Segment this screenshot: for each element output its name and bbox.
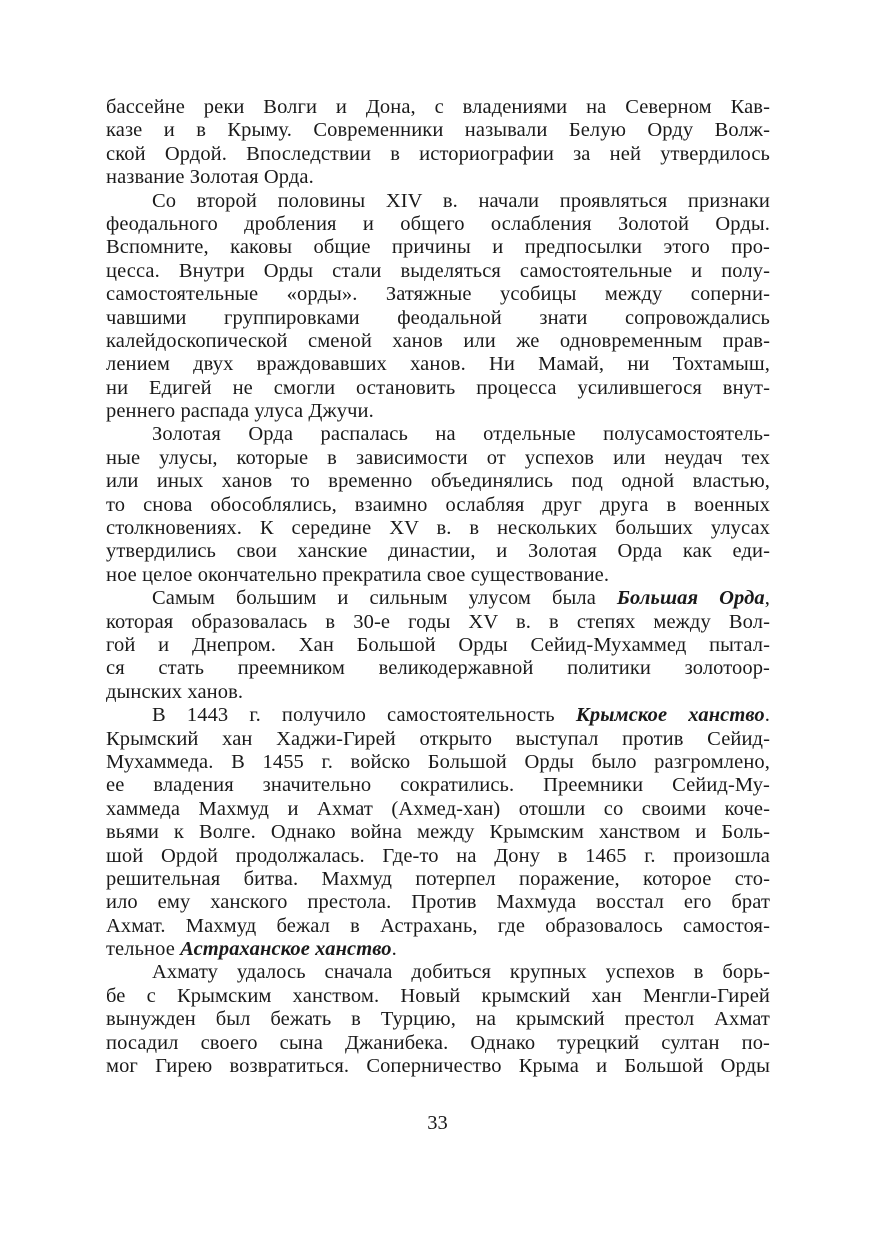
text-line: ило ему ханского престола. Против Махмуда восстал его брат xyxy=(106,891,770,914)
text-line: ные улусы, которые в зависимости от успехов или неудач тех xyxy=(106,446,770,469)
text-line: или иных ханов то временно объединялись под одной властью, xyxy=(106,470,770,493)
text-line: Со второй половины XIV в. начали проявляться признаки xyxy=(152,189,770,212)
text-line: посадил своего сына Джанибека. Однако турецкий султан по- xyxy=(106,1031,770,1054)
text-line: лением двух враждовавших ханов. Ни Мамай, ни Тохтамыш, xyxy=(106,353,770,376)
text-line: название Золотая Орда. xyxy=(106,166,314,189)
text-line: вынужден был бежать в Турцию, на крымский престол Ахмат xyxy=(106,1008,770,1031)
text-line: Вспомните, каковы общие причины и предпосылки этого про- xyxy=(106,236,770,259)
text-line: вьями к Волге. Однако война между Крымским ханством и Боль- xyxy=(106,821,770,844)
text-line: казе и в Крыму. Современники называли Белую Орду Волж- xyxy=(106,119,770,142)
text-line: ской Ордой. Впоследствии в историографии за ней утвердилось xyxy=(106,142,770,165)
text-line: самостоятельные «орды». Затяжные усобицы между соперни- xyxy=(106,283,770,306)
text-line: ее владения значительно сократились. Преемники Сейид-Му- xyxy=(106,774,770,797)
text-line: ное целое окончательно прекратила свое существование. xyxy=(106,563,610,586)
line-text: тельное xyxy=(106,938,181,961)
text-line: цесса. Внутри Орды стали выделяться самостоятельные и полу- xyxy=(106,259,770,282)
line-text: В 1443 г. получило самостоятельность xyxy=(152,704,576,727)
page-number: 33 xyxy=(427,1112,448,1134)
text-line: Ахмат. Махмуд бежал в Астрахань, где образовалось самостоя- xyxy=(106,914,770,937)
line-punctuation: . xyxy=(764,704,770,727)
text-line: гой и Днепром. Хан Большой Орды Сейид-Мухаммед пытал- xyxy=(106,633,770,656)
text-line: Золотая Орда распалась на отдельные полусамостоятель- xyxy=(152,423,770,446)
text-line: столкновениях. К середине XV в. в нескольких больших улусах xyxy=(106,517,770,540)
text-line: Крымский хан Хаджи-Гирей открыто выступал против Сейид- xyxy=(106,727,770,750)
text-line: ни Едигей не смогли остановить процесса усилившегося внут- xyxy=(106,376,770,399)
text-line: которая образовалась в 30-е годы XV в. в степях между Вол- xyxy=(106,610,770,633)
page-body xyxy=(106,96,770,1078)
text-line xyxy=(106,587,770,610)
text-line: калейдоскопической сменой ханов или же одновременным прав- xyxy=(106,329,770,352)
text-line: дынских ханов. xyxy=(106,680,244,703)
text-line: Мухаммеда. В 1455 г. войско Большой Орды было разгромлено, xyxy=(106,750,770,773)
text-line: чавшими группировками феодальной знати сопровождались xyxy=(106,306,770,329)
text-line xyxy=(106,704,770,727)
emphasized-term: Крымское ханство xyxy=(575,704,765,727)
text-line: шой Ордой продолжалась. Где-то на Дону в 1465 г. произошла xyxy=(106,844,770,867)
text-line: то снова обособлялись, взаимно ослабляя друг друга в военных xyxy=(106,493,770,516)
emphasized-term: Астраханское ханство xyxy=(180,938,392,961)
line-text: Самым большим и сильным улусом была xyxy=(152,587,617,610)
text-line xyxy=(106,938,770,961)
emphasized-term: Большая Орда xyxy=(616,587,765,610)
text-line: ся стать преемником великодержавной политики золотоор- xyxy=(106,657,770,680)
text-line: Ахмату удалось сначала добиться крупных успехов в борь- xyxy=(152,961,770,984)
text-line: бе с Крымским ханством. Новый крымский хан Менгли-Гирей xyxy=(106,984,770,1007)
line-punctuation: . xyxy=(391,938,397,961)
text-line: решительная битва. Махмуд потерпел поражение, которое сто- xyxy=(106,867,770,890)
text-line: утвердились свои ханские династии, и Золотая Орда как еди- xyxy=(106,540,770,563)
text-line: мог Гирею возвратиться. Соперничество Крыма и Большой Орды xyxy=(106,1055,770,1078)
line-punctuation: , xyxy=(764,587,770,610)
text-line: феодального дробления и общего ослабления Золотой Орды. xyxy=(106,212,770,235)
text-line: бассейне реки Волги и Дона, с владениями на Северном Кав- xyxy=(106,96,770,118)
text-line: реннего распада улуса Джучи. xyxy=(106,400,374,423)
text-line: хаммеда Махмуд и Ахмат (Ахмед-хан) отошли со своими коче- xyxy=(106,797,770,820)
